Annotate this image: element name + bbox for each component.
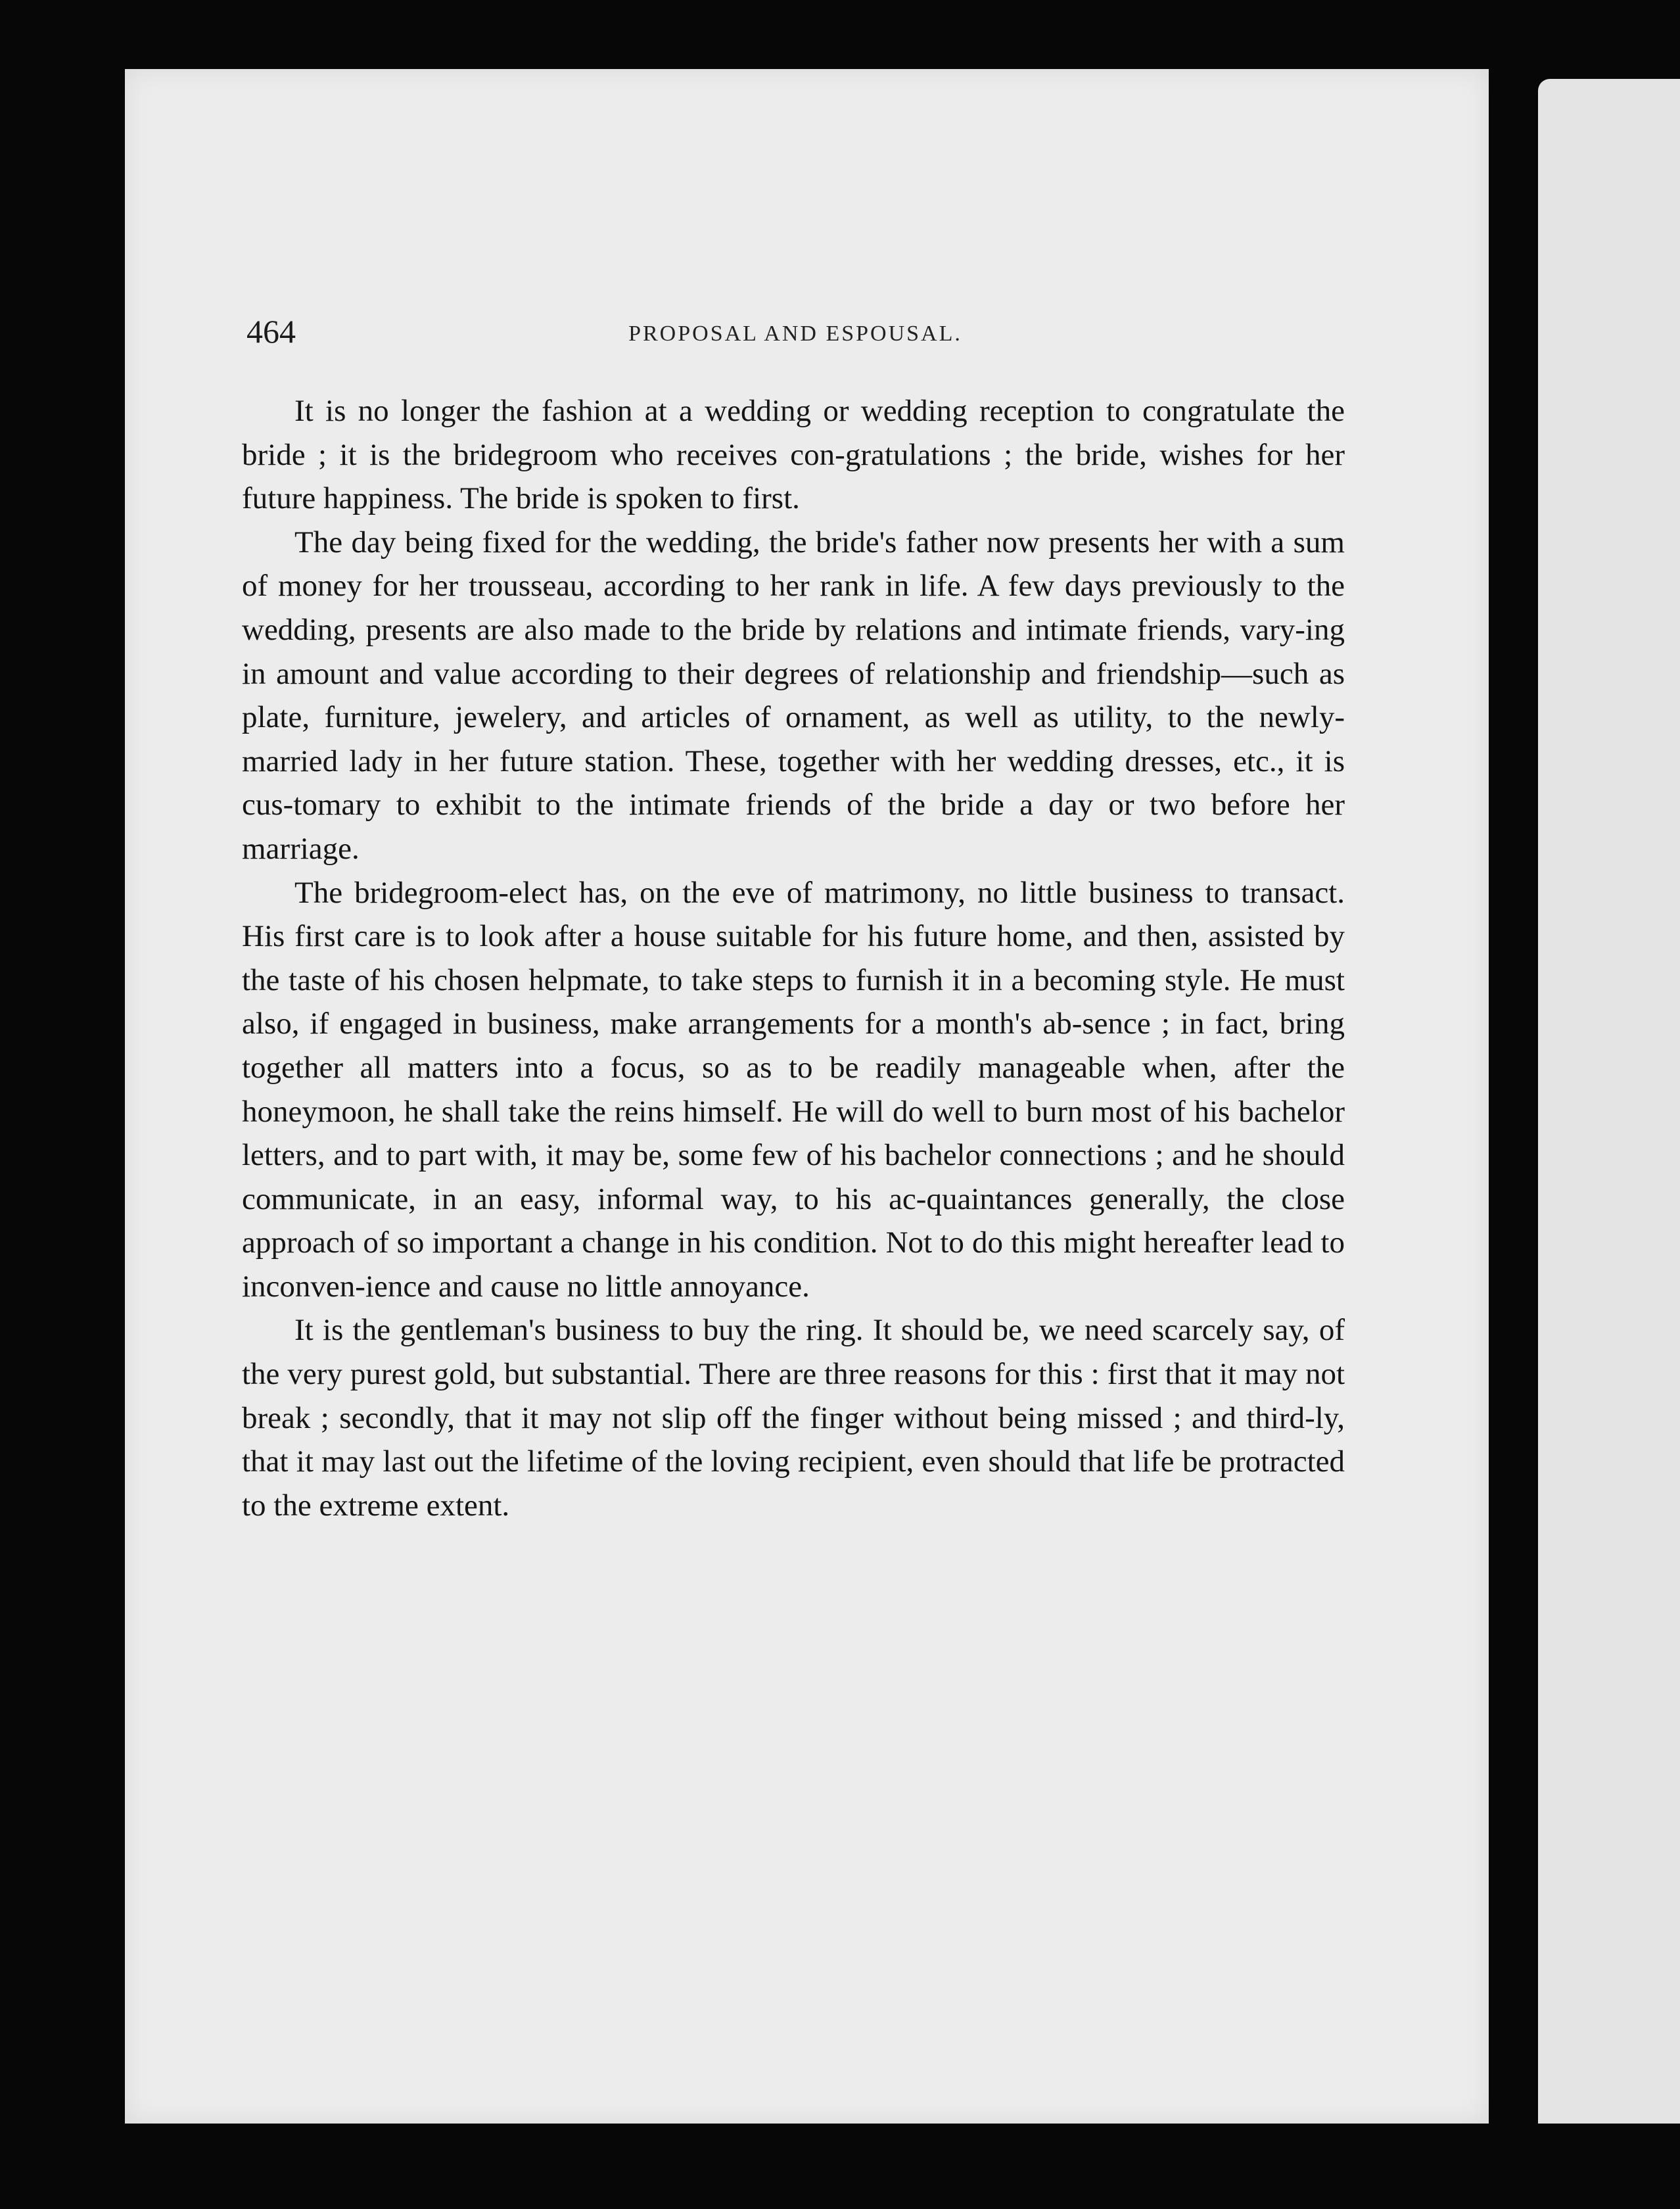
adjacent-page-edge <box>1538 79 1680 2124</box>
paragraph-congratulations: It is no longer the fashion at a wedding or wedding reception to congratulate the bride ; it is the bridegroom who receives con-gratulations ; the bride, wishes for her future happiness. The bride is spoken to first. <box>242 394 1345 516</box>
paragraph-trousseau: The day being fixed for the wedding, the bride's father now presents her with a sum of money for her trousseau, according to her rank in life. A few days previously to the wedding, presents are also made to the bride by relations and intimate friends, vary-ing in amount and value according to their degrees of relationship and friendship—such as plate, furniture, jewelery, and articles of ornament, as well as utility, to the newly-married lady in her future station. These, together with her wedding dresses, etc., it is cus-tomary to exhibit to the intimate friends of the bride a day or two before her marriage. <box>242 525 1345 866</box>
body-text <box>242 389 1345 1527</box>
paragraph-ring: It is the gentleman's business to buy the ring. It should be, we need scarcely say, of the very purest gold, but substantial. There are three reasons for this : first that it may not break ; secondly, that it may not slip off the finger without being missed ; and third-ly, that it may last out the lifetime of the loving recipient, even should that life be protracted to the extreme extent. <box>242 1313 1345 1523</box>
paragraph-bridegroom-business: The bridegroom-elect has, on the eve of matrimony, no little business to transact. His first care is to look after a house suitable for his future home, and then, assisted by the taste of his chosen helpmate, to take steps to furnish it in a becoming style. He must also, if engaged in business, make arrangements for a month's ab-sence ; in fact, bring together all matters into a focus, so as to be readily manageable when, after the honeymoon, he shall take the reins himself. He will do well to burn most of his bachelor letters, and to part with, it may be, some few of his bachelor connections ; and he should communicate, in an easy, informal way, to his ac-quaintances generally, the close approach of so important a change in his condition. Not to do this might hereafter lead to inconven-ience and cause no little annoyance. <box>242 875 1345 1304</box>
page-number: 464 <box>246 313 296 350</box>
page-header <box>246 312 1344 365</box>
running-title: PROPOSAL AND ESPOUSAL. <box>628 321 962 346</box>
